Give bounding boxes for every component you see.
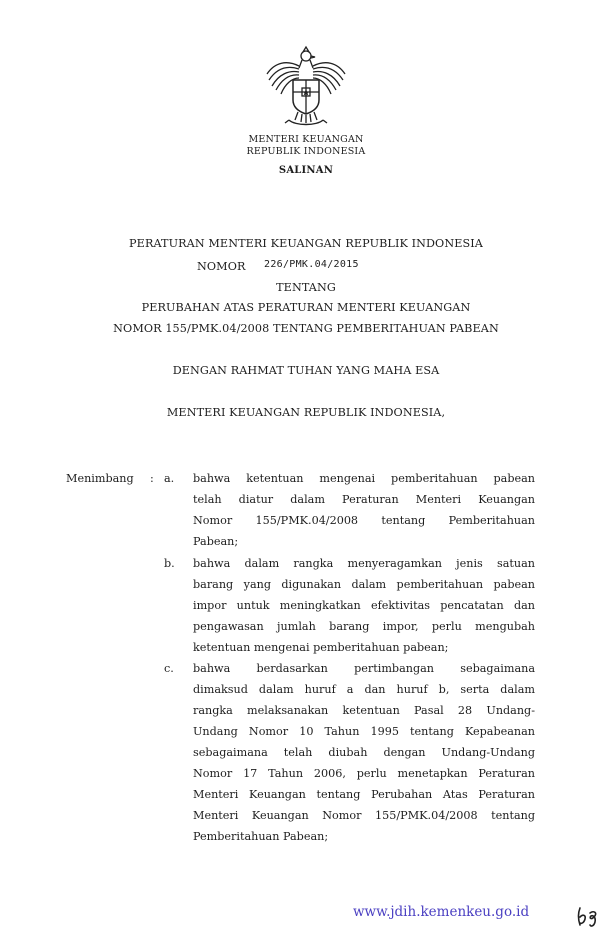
consideration-item-c xyxy=(193,658,535,847)
menimbang-label: Menimbang xyxy=(66,472,134,485)
subject-line-2: NOMOR 155/PMK.04/2008 TENTANG PEMBERITAHUAN PABEAN xyxy=(113,322,499,335)
text-line: Nomor 155/PMK.04/2008 tentang Pemberitahuan xyxy=(193,514,535,527)
consideration-item-a xyxy=(193,468,535,552)
regulation-title: PERATURAN MENTERI KEUANGAN REPUBLIK INDONESIA xyxy=(129,237,483,250)
nomor-value: 226/PMK.04/2015 xyxy=(264,259,359,270)
text-line: ketentuan mengenai pemberitahuan pabean; xyxy=(193,641,449,654)
authority-line: MENTERI KEUANGAN REPUBLIK INDONESIA, xyxy=(166,406,446,419)
text-line: bahwa dalam rangka menyeragamkan jenis satuan xyxy=(193,557,535,570)
text-line: sebagaimana telah diubah dengan Undang-Undang xyxy=(193,746,535,759)
tentang-heading: TENTANG xyxy=(276,281,336,294)
republic-name: REPUBLIK INDONESIA xyxy=(246,146,366,157)
text-line: pengawasan jumlah barang impor, perlu mengubah xyxy=(193,620,535,633)
item-letter: b. xyxy=(164,557,175,570)
text-line: Nomor 17 Tahun 2006, perlu menetapkan Peraturan xyxy=(193,767,535,780)
garuda-emblem-icon xyxy=(265,44,347,128)
text-line: bahwa ketentuan mengenai pemberitahuan pabean xyxy=(193,472,535,485)
nomor-label: NOMOR xyxy=(197,260,246,273)
text-line: Pemberitahuan Pabean; xyxy=(193,830,329,843)
jdih-url-link[interactable]: www.jdih.kemenkeu.go.id xyxy=(353,904,530,920)
handwritten-paraf-icon xyxy=(574,905,604,929)
menimbang-colon: : xyxy=(150,472,154,485)
text-line: dimaksud dalam huruf a dan huruf b, serta dalam xyxy=(193,683,535,696)
text-line: bahwa berdasarkan pertimbangan sebagaimana xyxy=(193,662,535,675)
item-letter: a. xyxy=(164,472,175,485)
text-line: rangka melaksanakan ketentuan Pasal 28 Undang- xyxy=(193,704,535,717)
text-line: Menteri Keuangan Nomor 155/PMK.04/2008 tentang xyxy=(193,809,535,822)
text-line: impor untuk meningkatkan efektivitas pencatatan dan xyxy=(193,599,535,612)
salinan-stamp: SALINAN xyxy=(278,165,334,176)
text-line: Menteri Keuangan tentang Perubahan Atas Peraturan xyxy=(193,788,535,801)
text-line: Pabean; xyxy=(193,535,239,548)
consideration-item-b xyxy=(193,553,535,658)
subject-line-1: PERUBAHAN ATAS PERATURAN MENTERI KEUANGAN xyxy=(141,301,471,314)
text-line: barang yang digunakan dalam pemberitahuan pabean xyxy=(193,578,535,591)
text-line: Undang Nomor 10 Tahun 1995 tentang Kepabeanan xyxy=(193,725,535,738)
rahmat-line: DENGAN RAHMAT TUHAN YANG MAHA ESA xyxy=(172,364,440,377)
ministry-name: MENTERI KEUANGAN xyxy=(248,134,364,145)
text-line: telah diatur dalam Peraturan Menteri Keuangan xyxy=(193,493,535,506)
item-letter: c. xyxy=(164,662,174,675)
